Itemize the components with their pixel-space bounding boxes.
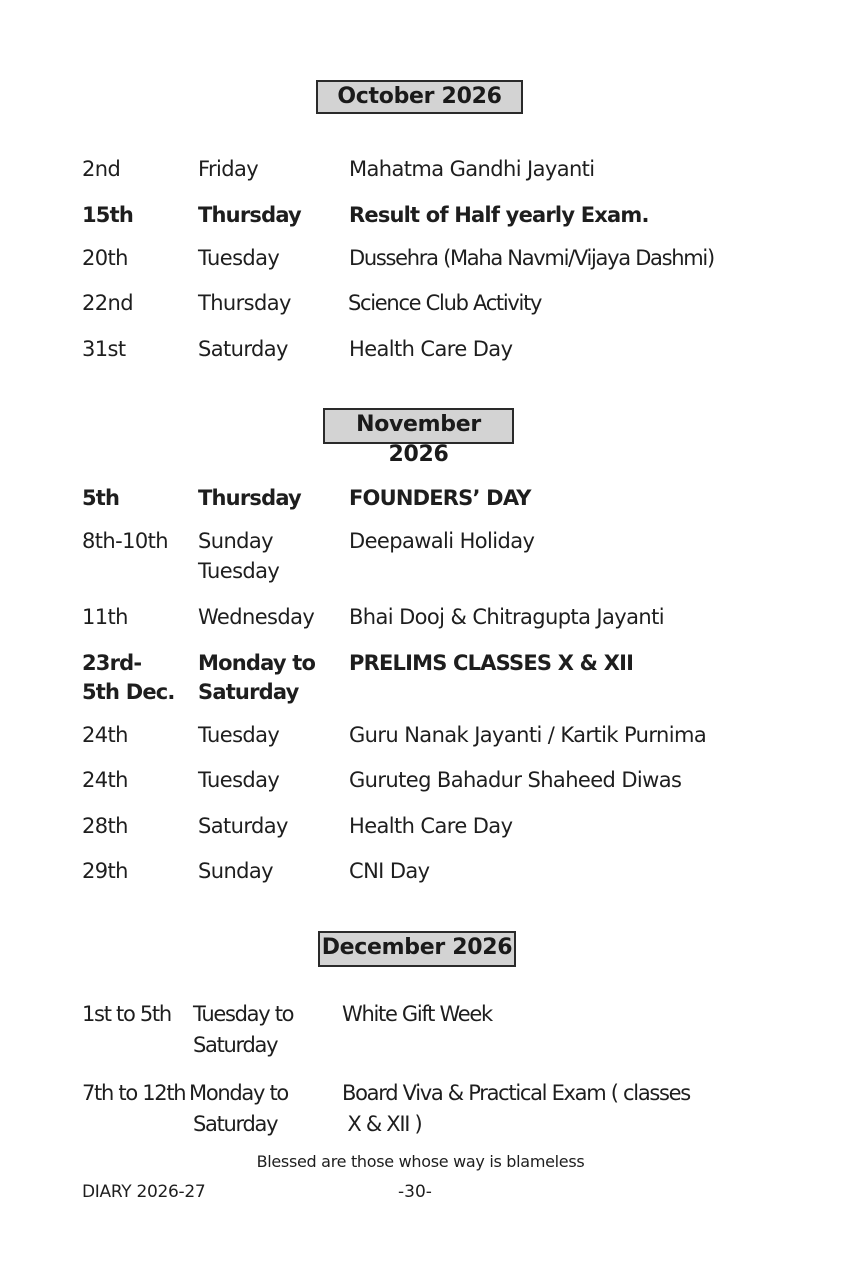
event-day-second-line: Tuesday: [198, 559, 280, 583]
event-date: 8th-10th: [82, 529, 168, 553]
event-date: 11th: [82, 605, 128, 629]
event-date: 2nd: [82, 157, 121, 181]
event-date: 23rd-: [82, 651, 142, 675]
event-day: Thursday: [198, 203, 301, 227]
event-name: Result of Half yearly Exam.: [349, 203, 649, 227]
event-day: Thursday: [198, 291, 291, 315]
page-number: -30-: [398, 1182, 432, 1202]
event-name: Bhai Dooj & Chitragupta Jayanti: [349, 605, 664, 629]
event-name: Guruteg Bahadur Shaheed Diwas: [349, 768, 682, 792]
event-date: 24th: [82, 768, 128, 792]
diary-label: DIARY 2026-27: [82, 1182, 206, 1202]
month-header-november: November 2026: [323, 408, 514, 444]
event-name: Mahatma Gandhi Jayanti: [349, 157, 595, 181]
event-name: Deepawali Holiday: [349, 529, 535, 553]
event-day: Sunday: [198, 859, 273, 883]
month-header-october: October 2026: [316, 80, 523, 114]
footer-quote: Blessed are those whose way is blameless: [256, 1152, 585, 1171]
event-date: 24th: [82, 723, 128, 747]
event-date: 5th: [82, 486, 120, 510]
event-day: Tuesday: [198, 768, 280, 792]
event-name-second-line: X & XII ): [342, 1112, 422, 1136]
event-day-second-line: Saturday: [193, 1033, 278, 1057]
event-date: 7th to 12th: [82, 1081, 186, 1105]
event-date: 1st to 5th: [82, 1002, 171, 1026]
event-name: Health Care Day: [349, 337, 513, 361]
event-date: 29th: [82, 859, 128, 883]
event-day-second-line: Saturday: [193, 1112, 278, 1136]
event-day: Tuesday: [198, 723, 280, 747]
event-date-second-line: 5th Dec.: [82, 680, 175, 704]
month-header-december: December 2026: [318, 931, 516, 967]
event-day: Thursday: [198, 486, 301, 510]
event-name: CNI Day: [349, 859, 430, 883]
event-name: White Gift Week: [342, 1002, 492, 1026]
event-day: Saturday: [198, 337, 288, 361]
event-date: 31st: [82, 337, 126, 361]
event-name: PRELIMS CLASSES X & XII: [349, 651, 634, 675]
event-day: Sunday: [198, 529, 273, 553]
event-day-second-line: Saturday: [198, 680, 299, 704]
event-name: Dussehra (Maha Navmi/Vijaya Dashmi): [349, 246, 714, 270]
event-day: Tuesday to: [193, 1002, 294, 1026]
event-date: 20th: [82, 246, 128, 270]
event-day: Monday to: [189, 1081, 288, 1105]
event-date: 28th: [82, 814, 128, 838]
event-day: Friday: [198, 157, 259, 181]
event-date: 15th: [82, 203, 134, 227]
event-name: Science Club Activity: [348, 291, 542, 315]
event-date: 22nd: [82, 291, 133, 315]
event-name: Board Viva & Practical Exam ( classes: [342, 1081, 690, 1105]
event-day: Monday to: [198, 651, 316, 675]
event-day: Tuesday: [198, 246, 280, 270]
event-name: Health Care Day: [349, 814, 513, 838]
event-name: Guru Nanak Jayanti / Kartik Purnima: [349, 723, 707, 747]
event-name: FOUNDERS’ DAY: [349, 486, 531, 510]
event-day: Wednesday: [198, 605, 315, 629]
event-day: Saturday: [198, 814, 288, 838]
